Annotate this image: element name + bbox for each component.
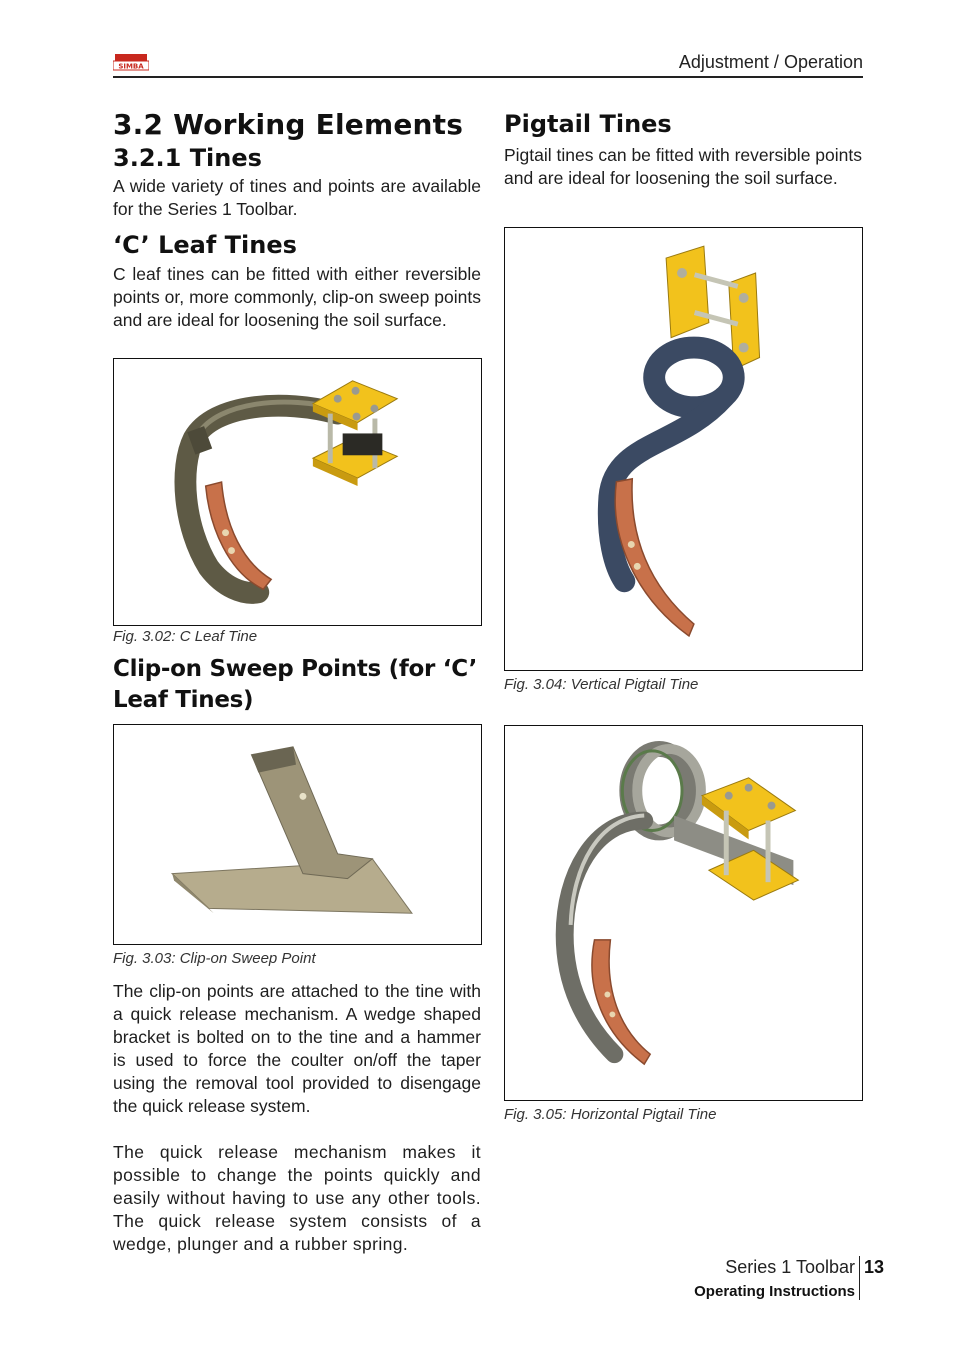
c-leaf-tine-illustration [114,359,481,625]
header-rule [113,76,863,78]
sweep-description-2: The quick release mechanism makes it possible to change the points quickly and easily without having to use any other tools. The quick release system consists of a wedge, plunger and a rubber spring. [113,1142,481,1254]
horizontal-pigtail-illustration [505,726,862,1100]
sweep-heading-line2: Leaf Tines) [113,687,254,713]
section-label: Adjustment / Operation [678,52,863,72]
footer-rule [859,1256,860,1300]
figure-302-caption: Fig. 3.02: C Leaf Tine [113,628,258,645]
heading-working-elements: 3.2 Working Elements [113,108,464,141]
heading-clip-on-sweep-points [113,654,483,716]
tines-intro-text: A wide variety of tines and points are available for the Series 1 Toolbar. [113,176,481,219]
page-number: 13 [864,1257,885,1277]
figure-303-caption: Fig. 3.03: Clip-on Sweep Point [113,950,316,967]
heading-pigtail-tines: Pigtail Tines [504,110,672,138]
heading-c-leaf-tines: ‘C’ Leaf Tines [113,231,297,259]
sweep-heading-line1: Clip-on Sweep Points (for ‘C’ [113,656,478,682]
figure-vertical-pigtail-tine [504,227,863,671]
sweep-point-illustration [114,725,481,944]
footer-product: Series 1 Toolbar [725,1257,855,1277]
figure-305-caption: Fig. 3.05: Horizontal Pigtail Tine [504,1106,717,1123]
figure-304-caption: Fig. 3.04: Vertical Pigtail Tine [504,676,699,693]
pigtail-text: Pigtail tines can be fitted with reversible points and are ideal for loosening the soil surface. [504,145,862,188]
footer-doc-type: Operating Instructions [694,1283,855,1300]
logo-text: SIMBA [118,62,144,71]
vertical-pigtail-illustration [505,228,862,670]
sweep-description-1: The clip-on points are attached to the tine with a quick release mechanism. A wedge shaped bracket is bolted on to the tine and a hammer is used to force the coulter on/off the taper using the removal tool provided to disengage the quick release system. [113,981,481,1116]
simba-logo [113,53,149,73]
figure-horizontal-pigtail-tine [504,725,863,1101]
figure-clip-on-sweep-point [113,724,482,945]
c-leaf-text: C leaf tines can be fitted with either reversible points or, more commonly, clip-on sweep points and are ideal for loosening the soil surface. [113,264,481,330]
heading-tines: 3.2.1 Tines [113,144,262,172]
figure-c-leaf-tine [113,358,482,626]
